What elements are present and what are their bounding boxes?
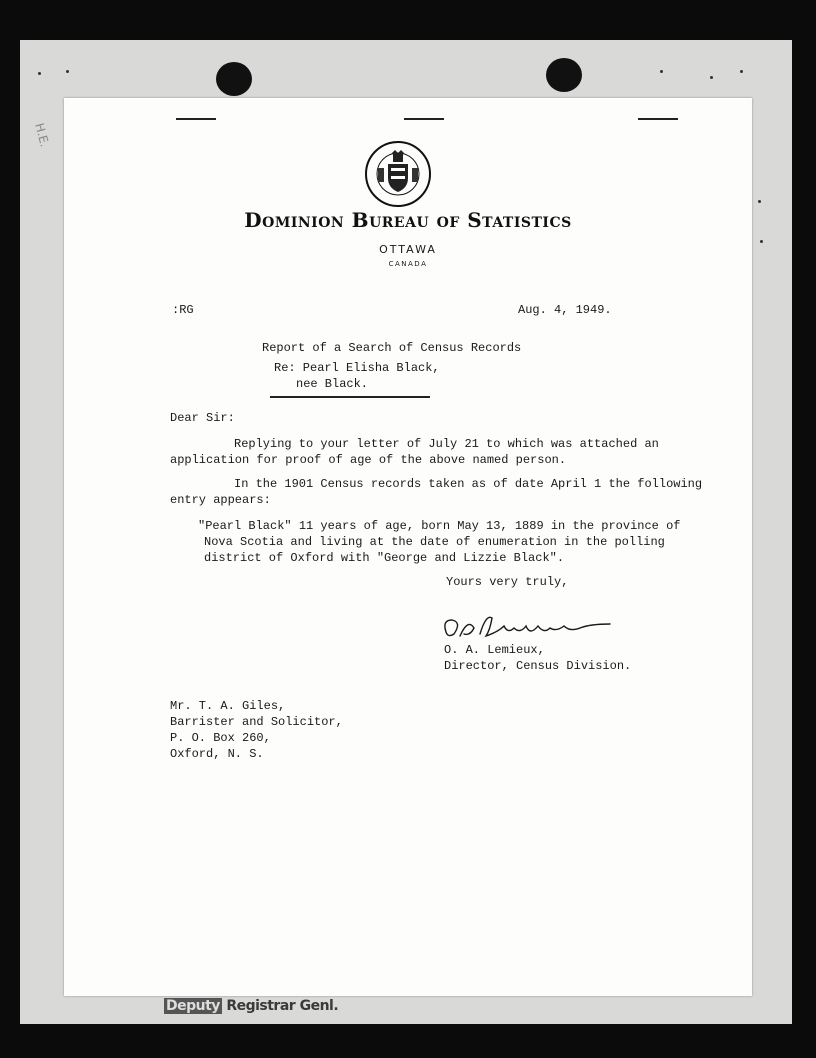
stamp-word-deputy: Deputy [166,998,220,1014]
letterhead-country: CANADA [388,260,428,268]
signer-name: O. A. Lemieux, [444,643,545,657]
recipient-title: Barrister and Solicitor, [170,715,343,729]
re-line-2: nee Black. [296,377,369,391]
speck [660,70,663,73]
reference-code: :RG [172,303,194,317]
stamp-word-genl: Genl. [299,998,339,1014]
paragraph-2-line-1: In the 1901 Census records taken as of date April 1 the following [234,477,703,491]
punch-hole-right [546,58,582,92]
recipient-city: Oxford, N. S. [170,747,264,761]
speck [758,200,761,203]
speck [66,70,69,73]
fold-mark-right [638,118,678,120]
quote-line-3: district of Oxford with "George and Lizzie Black". [204,551,565,565]
re-line-1: Re: Pearl Elisha Black, [274,361,440,375]
speck [740,70,743,73]
paragraph-1-line-1: Replying to your letter of July 21 to which was attached an [234,437,659,451]
fold-mark-left [176,118,216,120]
handwritten-signature [440,610,620,644]
signer-title: Director, Census Division. [444,659,632,673]
speck [38,72,41,75]
letterhead-city: OTTAWA [379,243,437,256]
recipient-box: P. O. Box 260, [170,731,271,745]
salutation: Dear Sir: [170,411,235,425]
speck [760,240,763,243]
re-underline [270,396,430,398]
fold-mark-center [404,118,444,120]
margin-note: H.E. [32,121,52,149]
letterhead-title: Dominion Bureau of Statistics [244,208,572,232]
registrar-stamp [164,998,338,1014]
paragraph-1-line-2: application for proof of age of the above named person. [170,453,567,467]
letter-page [64,98,752,996]
stamp-word-registrar: Registrar [226,998,296,1014]
footer-stamp [160,996,660,1024]
recipient-name: Mr. T. A. Giles, [170,699,286,713]
paragraph-2-line-2: entry appears: [170,493,271,507]
quote-line-1: "Pearl Black" 11 years of age, born May 13, 1889 in the province of [198,519,681,533]
punch-hole-left [216,62,252,96]
letter-date: Aug. 4, 1949. [518,303,612,317]
closing: Yours very truly, [446,575,569,589]
quote-line-2: Nova Scotia and living at the date of enumeration in the polling [204,535,665,549]
speck [710,76,713,79]
department-seal-logo [364,140,432,208]
subject-line: Report of a Search of Census Records [262,341,522,355]
